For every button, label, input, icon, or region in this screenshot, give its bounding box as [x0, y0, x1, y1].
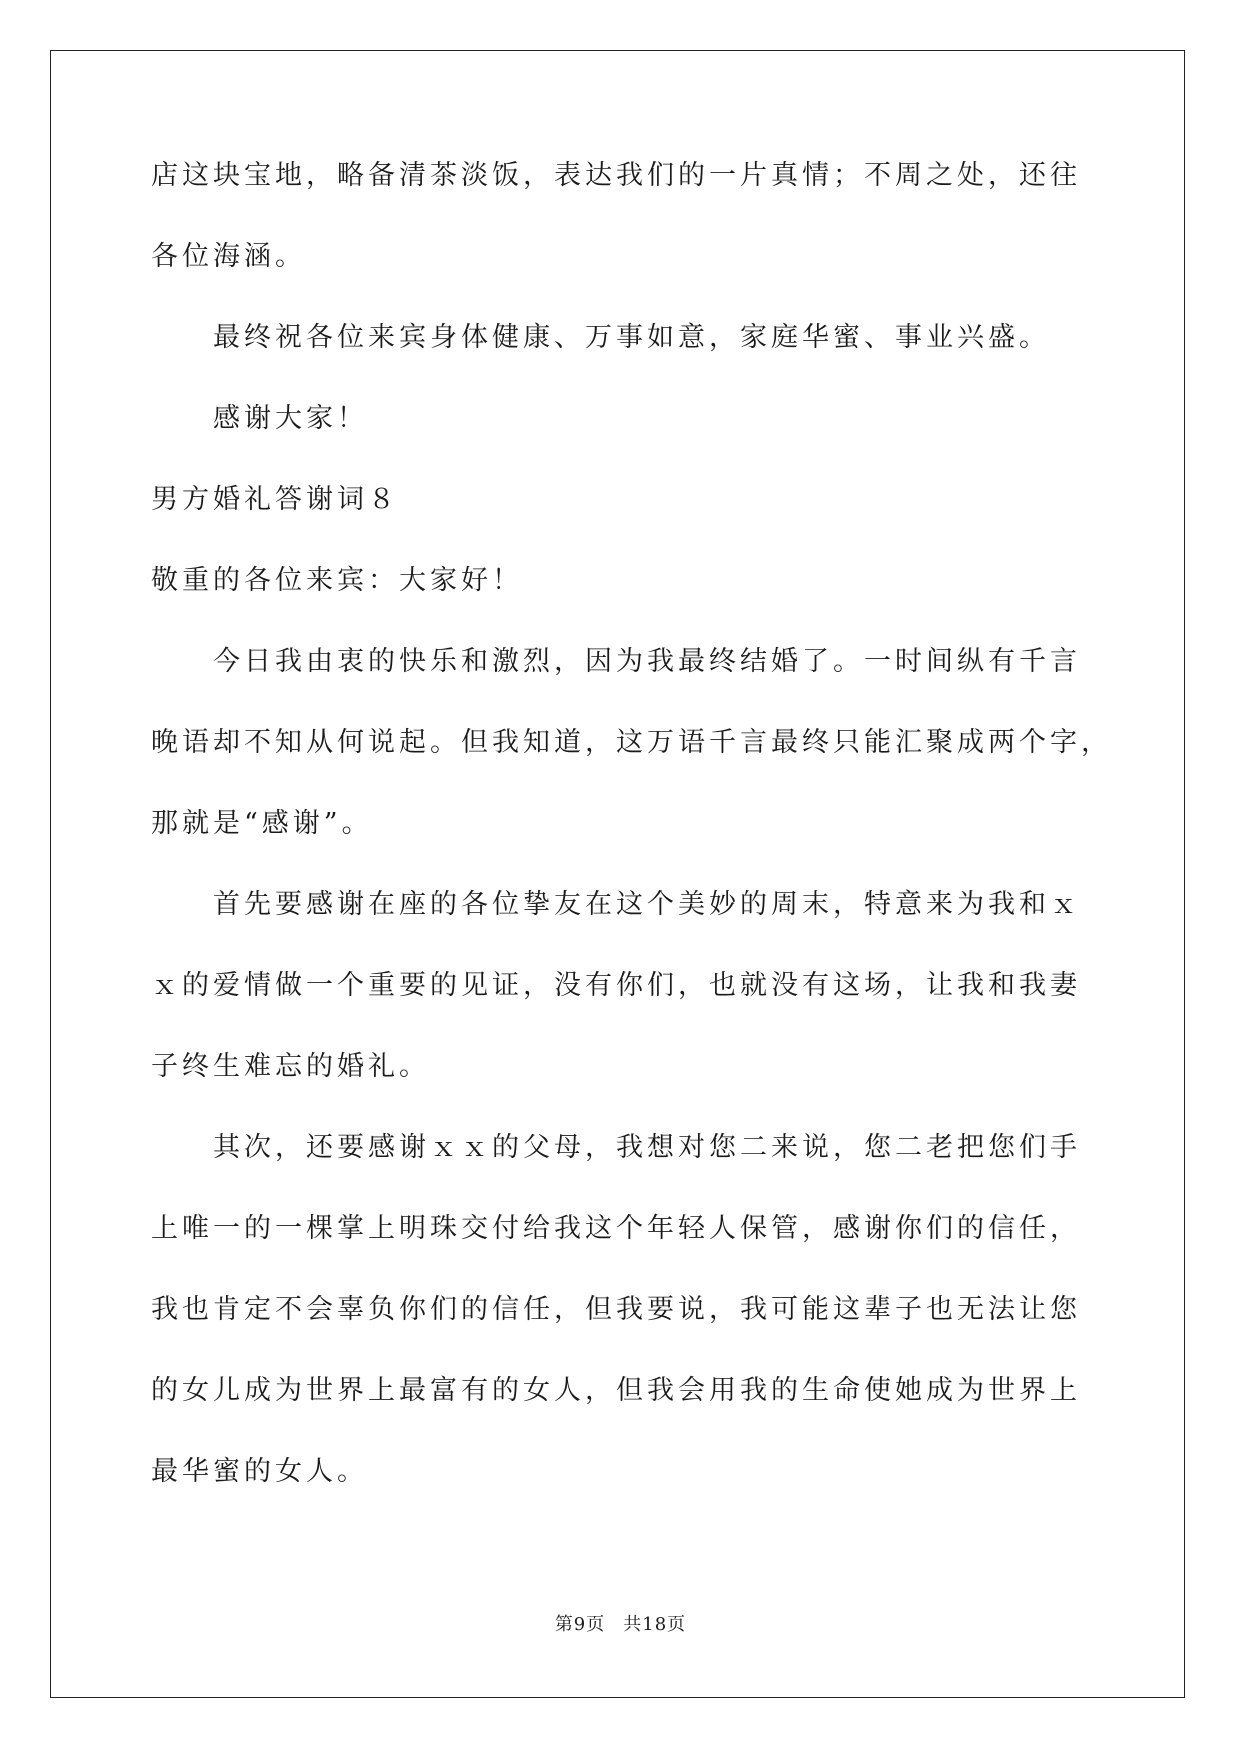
text-line: 各位海涵。 — [151, 241, 306, 272]
text-line: 晚语却不知从何说起。但我知道，这万语千言最终只能汇聚成两个字， — [151, 727, 1112, 758]
text-line: 店这块宝地，略备清茶淡饭，表达我们的一片真情；不周之处，还往 — [151, 160, 1081, 191]
text-line: ｘ的爱情做一个重要的见证，没有你们，也就没有这场，让我和我妻 — [151, 970, 1081, 1001]
page-footer — [0, 1615, 1241, 1635]
text-line: 上唯一的一棵掌上明珠交付给我这个年轻人保管，感谢你们的信任， — [151, 1213, 1081, 1244]
text-line: 其次，还要感谢ｘｘ的父母，我想对您二来说，您二老把您们手 — [213, 1132, 1081, 1163]
text-line: 最华蜜的女人。 — [151, 1456, 368, 1487]
text-line: 那就是“感谢”。 — [151, 808, 373, 839]
text-line: 首先要感谢在座的各位挚友在这个美妙的周末，特意来为我和ｘ — [213, 889, 1081, 920]
page-total: 共18页 — [623, 1614, 687, 1635]
text-line: 的女儿成为世界上最富有的女人，但我会用我的生命使她成为世界上 — [151, 1375, 1081, 1406]
text-line: 最终祝各位来宾身体健康、万事如意，家庭华蜜、事业兴盛。 — [213, 322, 1050, 353]
section-heading: 男方婚礼答谢词８ — [151, 484, 399, 515]
text-line: 子终生难忘的婚礼。 — [151, 1051, 430, 1082]
document-body — [151, 160, 1112, 1539]
text-line: 我也肯定不会辜负你们的信任，但我要说，我可能这辈子也无法让您 — [151, 1294, 1081, 1325]
salutation: 敬重的各位来宾：大家好！ — [151, 565, 523, 596]
text-line: 今日我由衷的快乐和激烈，因为我最终结婚了。一时间纵有千言 — [213, 646, 1081, 677]
page-number: 第9页 — [554, 1614, 606, 1635]
text-line: 感谢大家！ — [213, 403, 368, 434]
